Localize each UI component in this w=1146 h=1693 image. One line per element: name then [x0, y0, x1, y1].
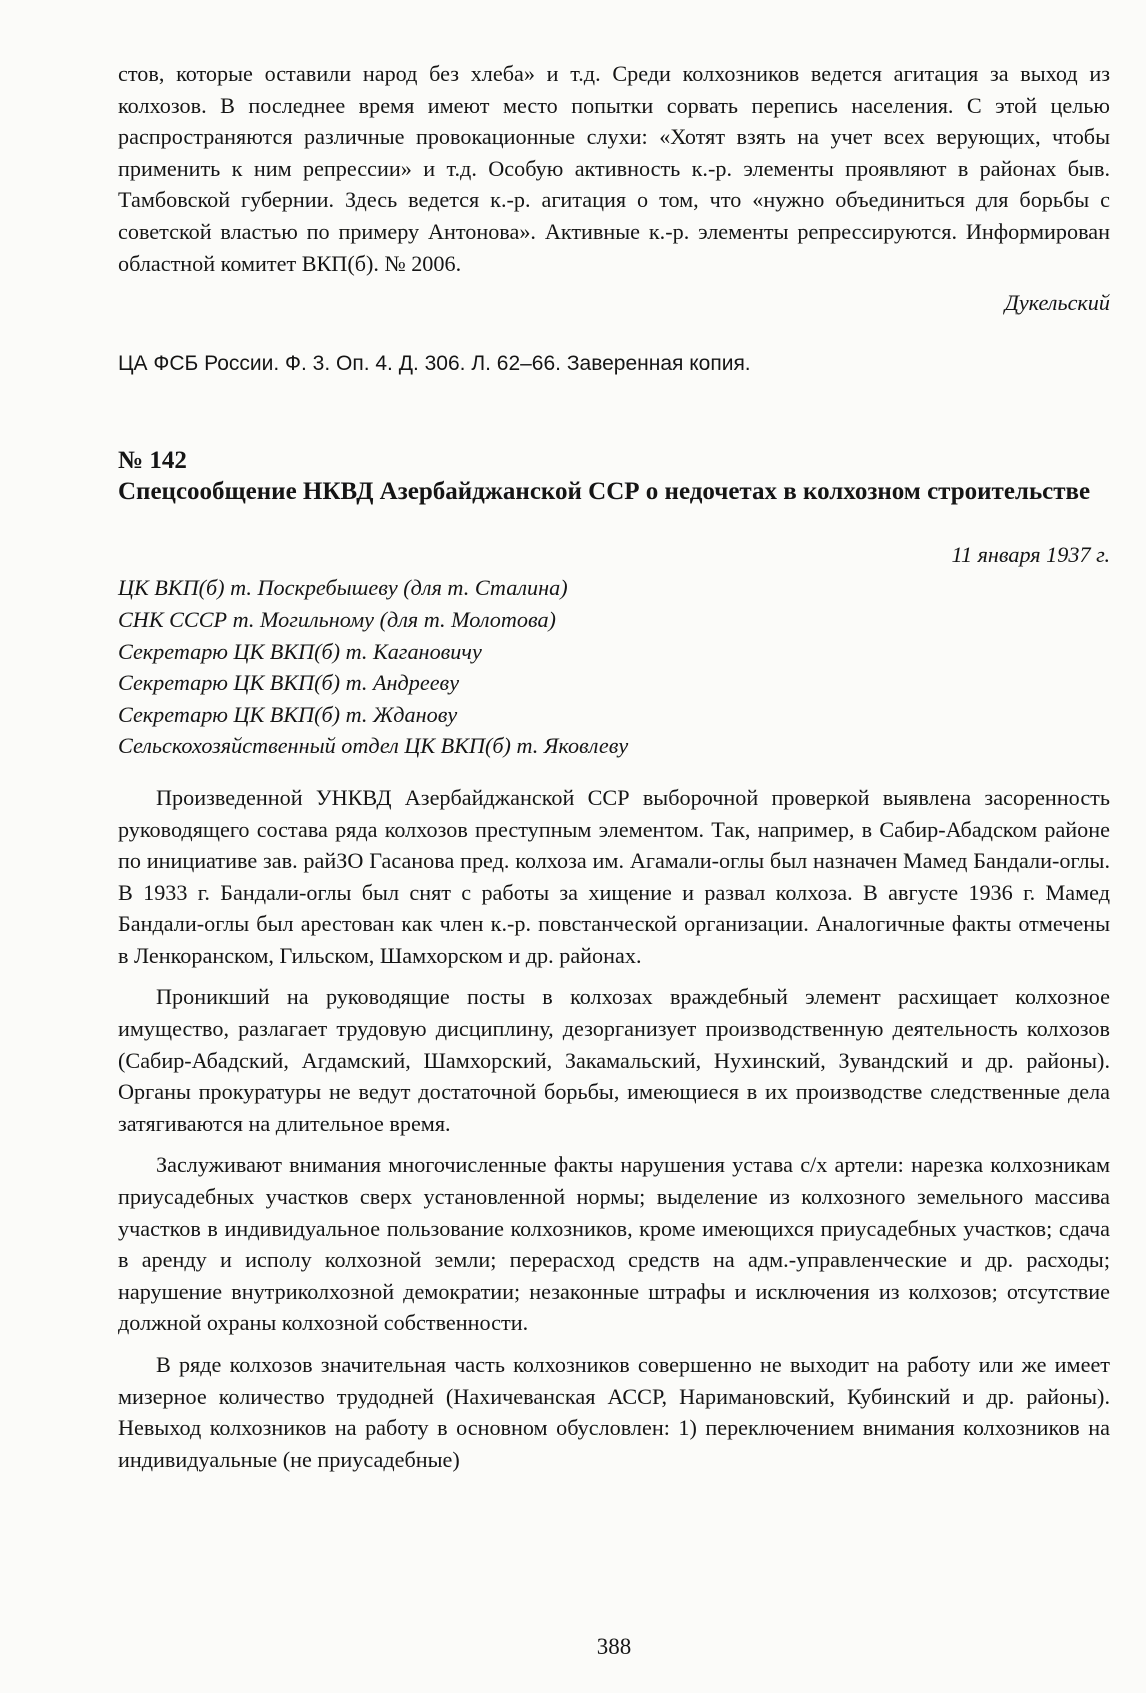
document-number: № 142	[118, 446, 187, 474]
body-paragraph: Проникший на руководящие посты в колхозах враждебный элемент расхищает колхозное имущество, разлагает трудовую дисциплину, дезорганизует производственную деятельность колхозов (Сабир-Абадский, Агдамский, Шамхорский, Закамальский, Нухинский, Зувандский и др. районы). Органы прокуратуры не ведут достаточной борьбы, имеющиеся в их производстве следственные дела затягиваются на длительное время.	[118, 984, 1110, 1136]
addressee-list	[118, 572, 1110, 762]
book-page	[118, 58, 1110, 1658]
signature: Дукельский	[1004, 290, 1110, 316]
addressee: Секретарю ЦК ВКП(б) т. Андрееву	[118, 670, 460, 696]
page-number: 388	[596, 1634, 632, 1659]
addressee: Секретарю ЦК ВКП(б) т. Жданову	[118, 701, 458, 727]
body-paragraph: Заслуживают внимания многочисленные факты нарушения устава с/х артели: нарезка колхозникам приусадебных участков сверх установленной нормы; выделение из колхозного земельного массива участков в индивидуальное пользование колхозников, кроме имеющихся приусадебных участков; сдача в аренду и исполу колхозной земли; перерасход средств на адм.-управленческие и др. расходы; нарушение внутриколхозной демократии; незаконные штрафы и исключения из колхозов; отсутствие должной охраны колхозной собственности.	[118, 1152, 1110, 1336]
archive-reference: ЦА ФСБ России. Ф. 3. Оп. 4. Д. 306. Л. 62–66. Заверенная копия.	[118, 351, 751, 375]
document-title: Спецсообщение НКВД Азербайджанской ССР о недочетах в колхозном строительстве	[118, 477, 1091, 505]
addressee: Сельскохозяйственный отдел ЦК ВКП(б) т. Яковлеву	[118, 733, 629, 759]
addressee: Секретарю ЦК ВКП(б) т. Кагановичу	[118, 638, 482, 664]
previous-document-paragraph-end: стов, которые оставили народ без хлеба» и т.д. Среди колхозников ведется агитация за выход из колхозов. В последнее время имеют место попытки сорвать перепись населения. С этой целью распространяются различные провокационные слухи: «Хотят взять на учет всех верующих, чтобы применить к ним репрессии» и т.д. Особую активность к.-р. элементы проявляют в районах быв. Тамбовской губернии. Здесь ведется к.-р. агитация о том, что «нужно объединиться для борьбы с советской властью по примеру Антонова». Активные к.-р. элементы репрессируются. Информирован областной комитет ВКП(б). № 2006.	[118, 61, 1110, 276]
body-paragraph: Произведенной УНКВД Азербайджанской ССР выборочной проверкой выявлена засоренность руководящего состава ряда колхозов преступным элементом. Так, например, в Сабир-Абадском районе по инициативе зав. райЗО Гасанова пред. колхоза им. Агамали-оглы был назначен Мамед Бандали-оглы. В 1933 г. Бандали-оглы был снят с работы за хищение и развал колхоза. В августе 1936 г. Мамед Бандали-оглы был арестован как член к.-р. повстанческой организации. Аналогичные факты отмечены в Ленкоранском, Гильском, Шамхорском и др. районах.	[118, 784, 1110, 968]
addressee: ЦК ВКП(б) т. Поскребышеву (для т. Сталина)	[118, 575, 568, 601]
document-date: 11 января 1937 г.	[951, 541, 1110, 567]
body-paragraph: В ряде колхозов значительная часть колхозников совершенно не выходит на работу или же имеет мизерное количество трудодней (Нахичеванская АССР, Наримановский, Кубинский и др. районы). Невыход колхозников на работу в основном обусловлен: 1) переключением внимания колхозников на индивидуальные (не приусадебные)	[118, 1352, 1110, 1472]
addressee: СНК СССР т. Могильному (для т. Молотова)	[118, 606, 556, 632]
